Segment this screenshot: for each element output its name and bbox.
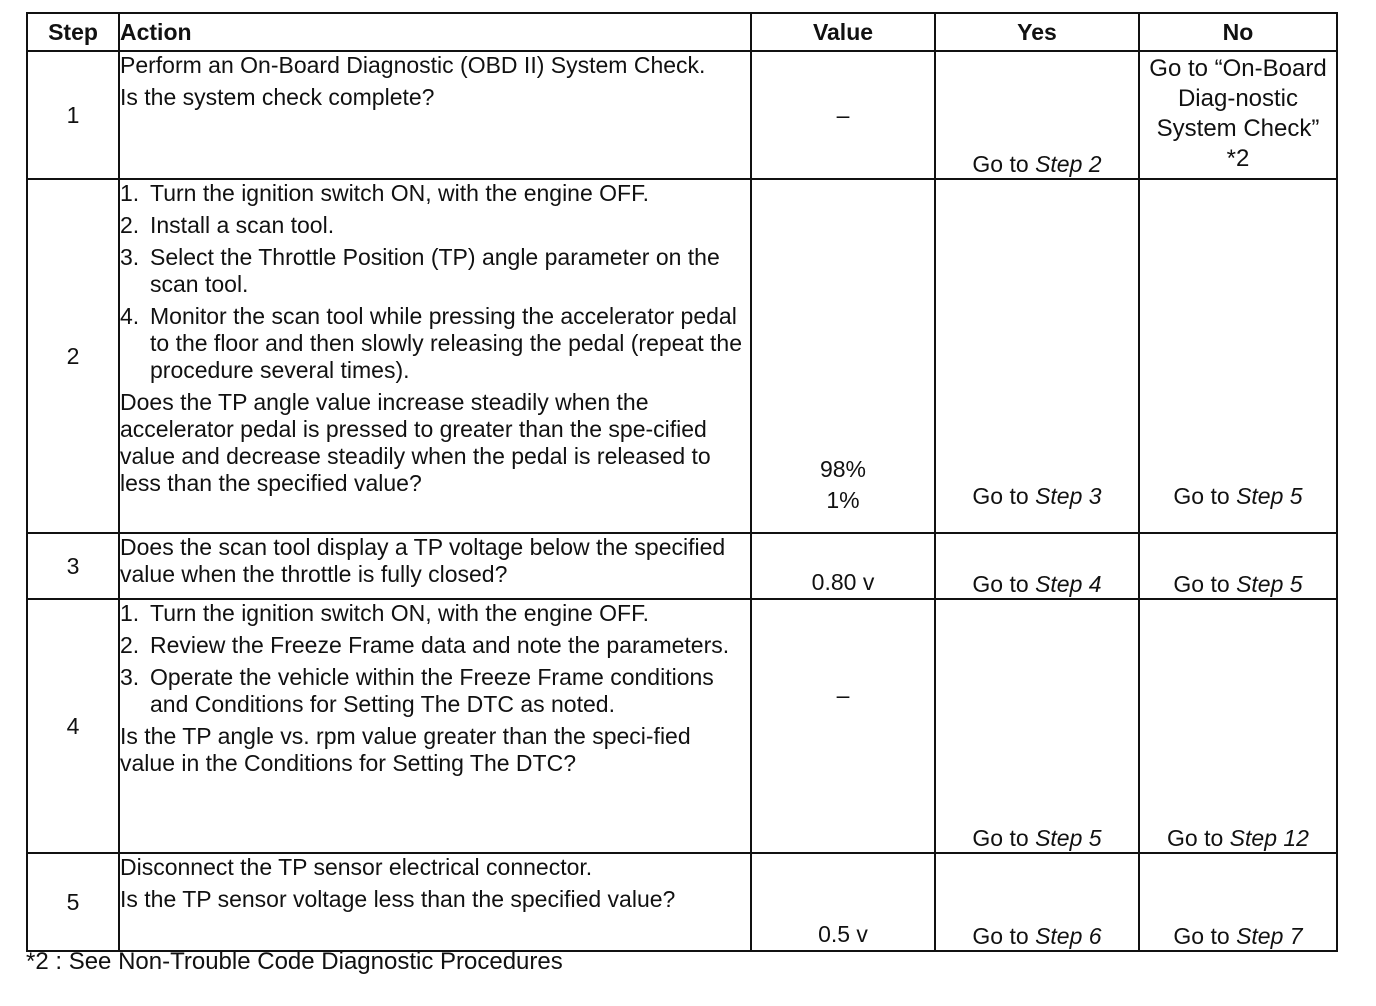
value-text: 0.5 v	[818, 921, 868, 947]
no-step-link: Step 12	[1229, 825, 1309, 851]
no-step-link: Step 7	[1236, 923, 1303, 949]
value-cell	[751, 51, 935, 179]
header-action: Action	[119, 13, 751, 51]
no-cell	[1139, 599, 1337, 853]
list-item: 1. Turn the ignition switch ON, with the engine OFF.	[120, 600, 649, 626]
yes-prefix: Go to	[972, 151, 1036, 177]
no-step-link: Step 5	[1236, 483, 1303, 509]
list-number: 2.	[120, 632, 140, 658]
no-prefix: Go to	[1167, 825, 1230, 851]
table-header-row	[27, 13, 1337, 51]
no-cell	[1139, 51, 1337, 179]
value-text: –	[836, 682, 850, 708]
value-cell	[751, 179, 935, 533]
yes-cell	[935, 179, 1139, 533]
yes-prefix: Go to	[972, 923, 1036, 949]
action-cell	[119, 533, 751, 599]
no-cell	[1139, 533, 1337, 599]
value-text: 1%	[826, 487, 860, 513]
step-number: 3	[27, 533, 119, 599]
yes-prefix: Go to	[972, 483, 1036, 509]
action-question: Is the TP angle vs. rpm value greater than the speci-fied value in the Conditions for Setting The DTC?	[120, 723, 691, 776]
action-steps-list	[120, 180, 750, 384]
diagnostic-table	[26, 12, 1338, 952]
action-steps-list	[120, 600, 750, 718]
footnote: *2 : See Non-Trouble Code Diagnostic Procedures	[26, 948, 563, 975]
action-question: Is the system check complete?	[120, 84, 435, 110]
yes-step-link: Step 4	[1035, 571, 1102, 597]
value-text: –	[836, 101, 850, 128]
yes-step-link: Step 5	[1035, 825, 1102, 851]
list-item: 2. Review the Freeze Frame data and note the parameters.	[120, 632, 730, 658]
action-text: Perform an On-Board Diagnostic (OBD II) System Check.	[120, 52, 706, 78]
step-number: 2	[27, 179, 119, 533]
yes-step-link: Step 2	[1035, 151, 1102, 177]
no-cell	[1139, 179, 1337, 533]
step-number: 1	[27, 51, 119, 179]
yes-prefix: Go to	[972, 825, 1036, 851]
yes-prefix: Go to	[972, 571, 1036, 597]
yes-cell	[935, 853, 1139, 951]
no-cell	[1139, 853, 1337, 951]
yes-step-link: Step 6	[1035, 923, 1102, 949]
header-step: Step	[27, 13, 119, 51]
action-cell	[119, 853, 751, 951]
value-cell	[751, 533, 935, 599]
table-row	[27, 599, 1337, 853]
yes-cell	[935, 51, 1139, 179]
action-cell	[119, 179, 751, 533]
action-question: Does the scan tool display a TP voltage below the specified value when the throttle is fully closed?	[120, 534, 726, 587]
table-row	[27, 179, 1337, 533]
action-cell	[119, 599, 751, 853]
value-cell	[751, 853, 935, 951]
header-yes: Yes	[935, 13, 1139, 51]
list-item: 3. Operate the vehicle within the Freeze Frame conditions and Conditions for Setting The DTC as noted.	[120, 664, 714, 717]
value-text: 0.80 v	[811, 569, 875, 595]
list-number: 1.	[120, 600, 140, 626]
no-step-link: Step 5	[1236, 571, 1303, 597]
action-cell	[119, 51, 751, 179]
list-number: 1.	[120, 180, 140, 206]
table-row	[27, 533, 1337, 599]
list-number: 3.	[120, 244, 140, 270]
table-row	[27, 51, 1337, 179]
list-item: 2. Install a scan tool.	[120, 212, 335, 238]
table-row	[27, 853, 1337, 951]
no-prefix: Go to	[1173, 923, 1237, 949]
yes-cell	[935, 599, 1139, 853]
list-number: 4.	[120, 303, 140, 329]
step-number: 5	[27, 853, 119, 951]
list-item: 1. Turn the ignition switch ON, with the engine OFF.	[120, 180, 649, 206]
action-question: Is the TP sensor voltage less than the specified value?	[120, 886, 676, 912]
yes-step-link: Step 3	[1035, 483, 1102, 509]
list-item: 4. Monitor the scan tool while pressing the accelerator pedal to the floor and then slowly releasing the pedal (repeat the procedure several times).	[120, 303, 742, 383]
action-text: Disconnect the TP sensor electrical connector.	[120, 854, 593, 880]
value-text: 98%	[819, 456, 867, 482]
list-number: 2.	[120, 212, 140, 238]
step-number: 4	[27, 599, 119, 853]
no-prefix: Go to	[1173, 483, 1237, 509]
header-value: Value	[751, 13, 935, 51]
action-question: Does the TP angle value increase steadily when the accelerator pedal is pressed to greater than the spe-cified value and decrease steadily when the pedal is released to less than the specified value?	[120, 389, 711, 496]
list-number: 3.	[120, 664, 140, 690]
no-prefix: Go to	[1173, 571, 1237, 597]
header-no: No	[1139, 13, 1337, 51]
yes-cell	[935, 533, 1139, 599]
value-cell	[751, 599, 935, 853]
list-item: 3. Select the Throttle Position (TP) angle parameter on the scan tool.	[120, 244, 720, 297]
no-text: Go to “On-Board Diag-nostic System Check” *2	[1149, 55, 1327, 172]
